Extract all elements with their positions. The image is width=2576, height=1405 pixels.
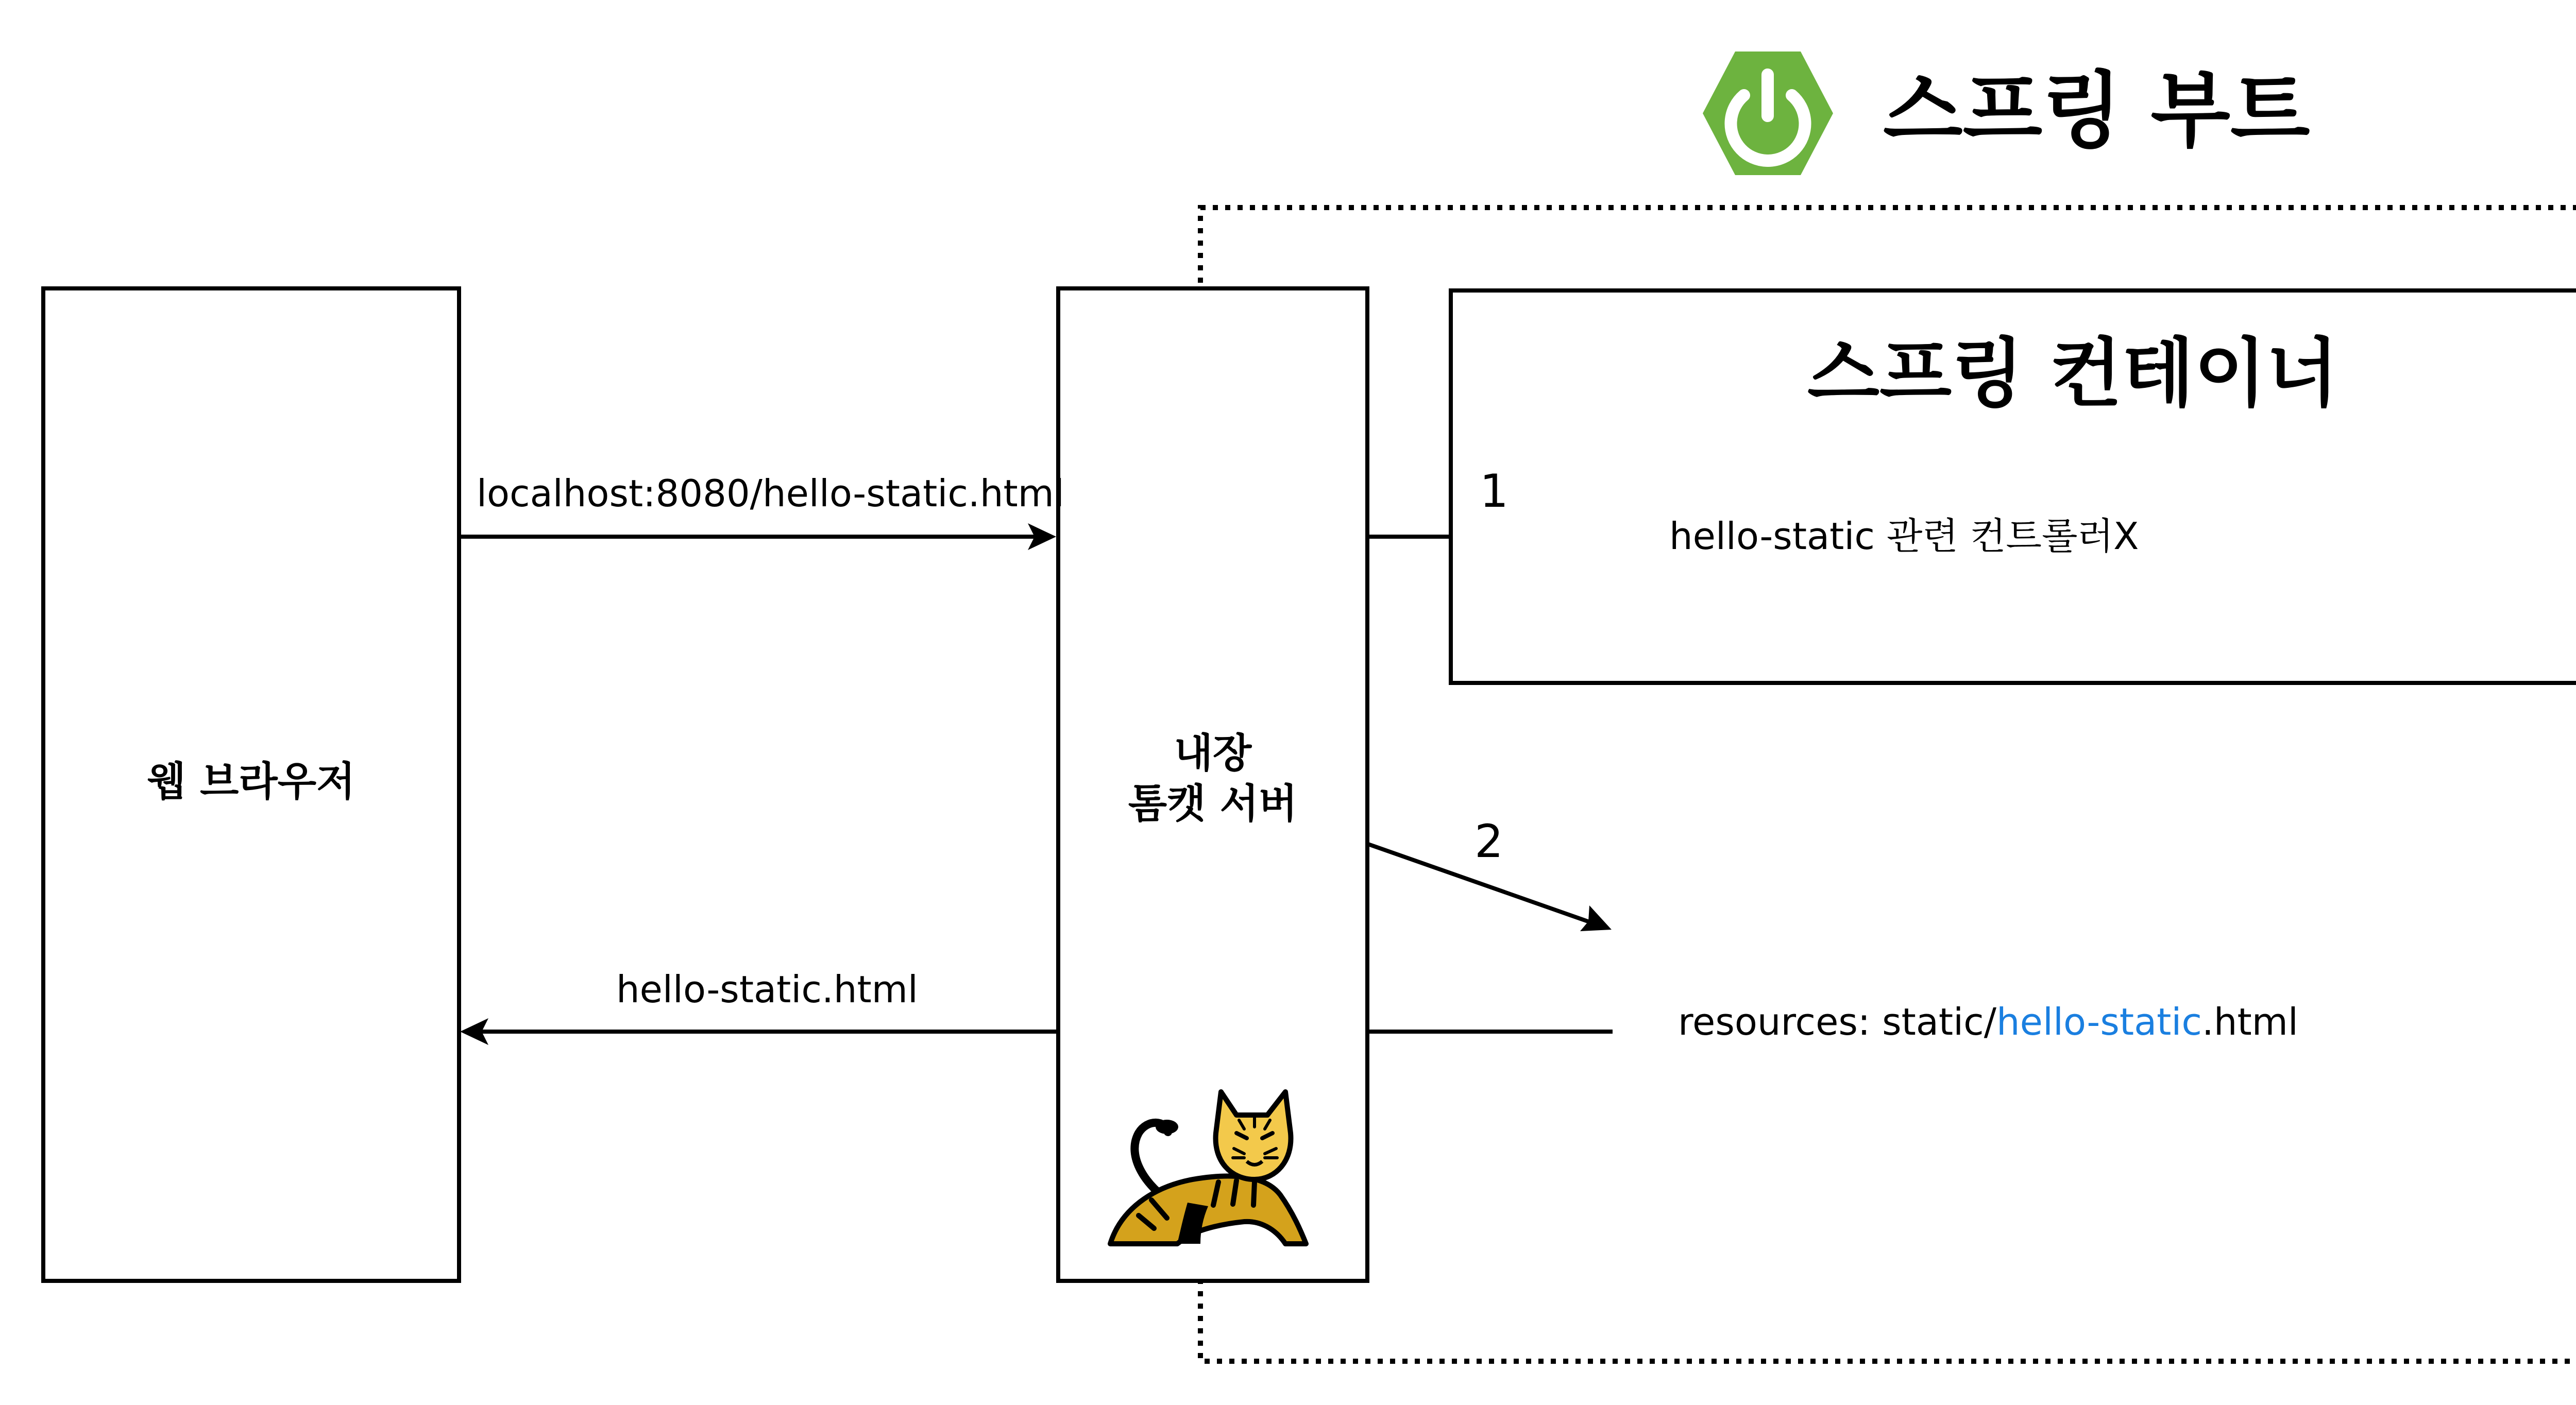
resource-path-label [1678, 1000, 2298, 1043]
spring-container-title: 스프링 컨테이너 [1807, 330, 2338, 417]
resource-path-prefix: resources: static/ [1678, 1000, 1997, 1043]
tomcat-cat-logo [1090, 1071, 1332, 1257]
step2-number: 2 [1475, 815, 1503, 868]
tomcat-server-label [1056, 729, 1369, 829]
request-url-label: localhost:8080/hello-static.html [477, 472, 1064, 515]
spring-boot-logo [1703, 52, 1833, 175]
tomcat-label-line2: 톰캣 서버 [1128, 780, 1298, 827]
resource-path-suffix: .html [2202, 1000, 2298, 1043]
resource-path-highlight: hello-static [1996, 1000, 2202, 1043]
tomcat-label-line1: 내장 [1174, 730, 1252, 777]
spring-boot-title: 스프링 부트 [1883, 62, 2310, 159]
response-label: hello-static.html [616, 968, 918, 1011]
web-browser-label: 웹 브라우저 [147, 759, 355, 805]
controller-label: hello-static 관련 컨트롤러X [1669, 515, 2139, 558]
step1-number: 1 [1480, 465, 1509, 518]
